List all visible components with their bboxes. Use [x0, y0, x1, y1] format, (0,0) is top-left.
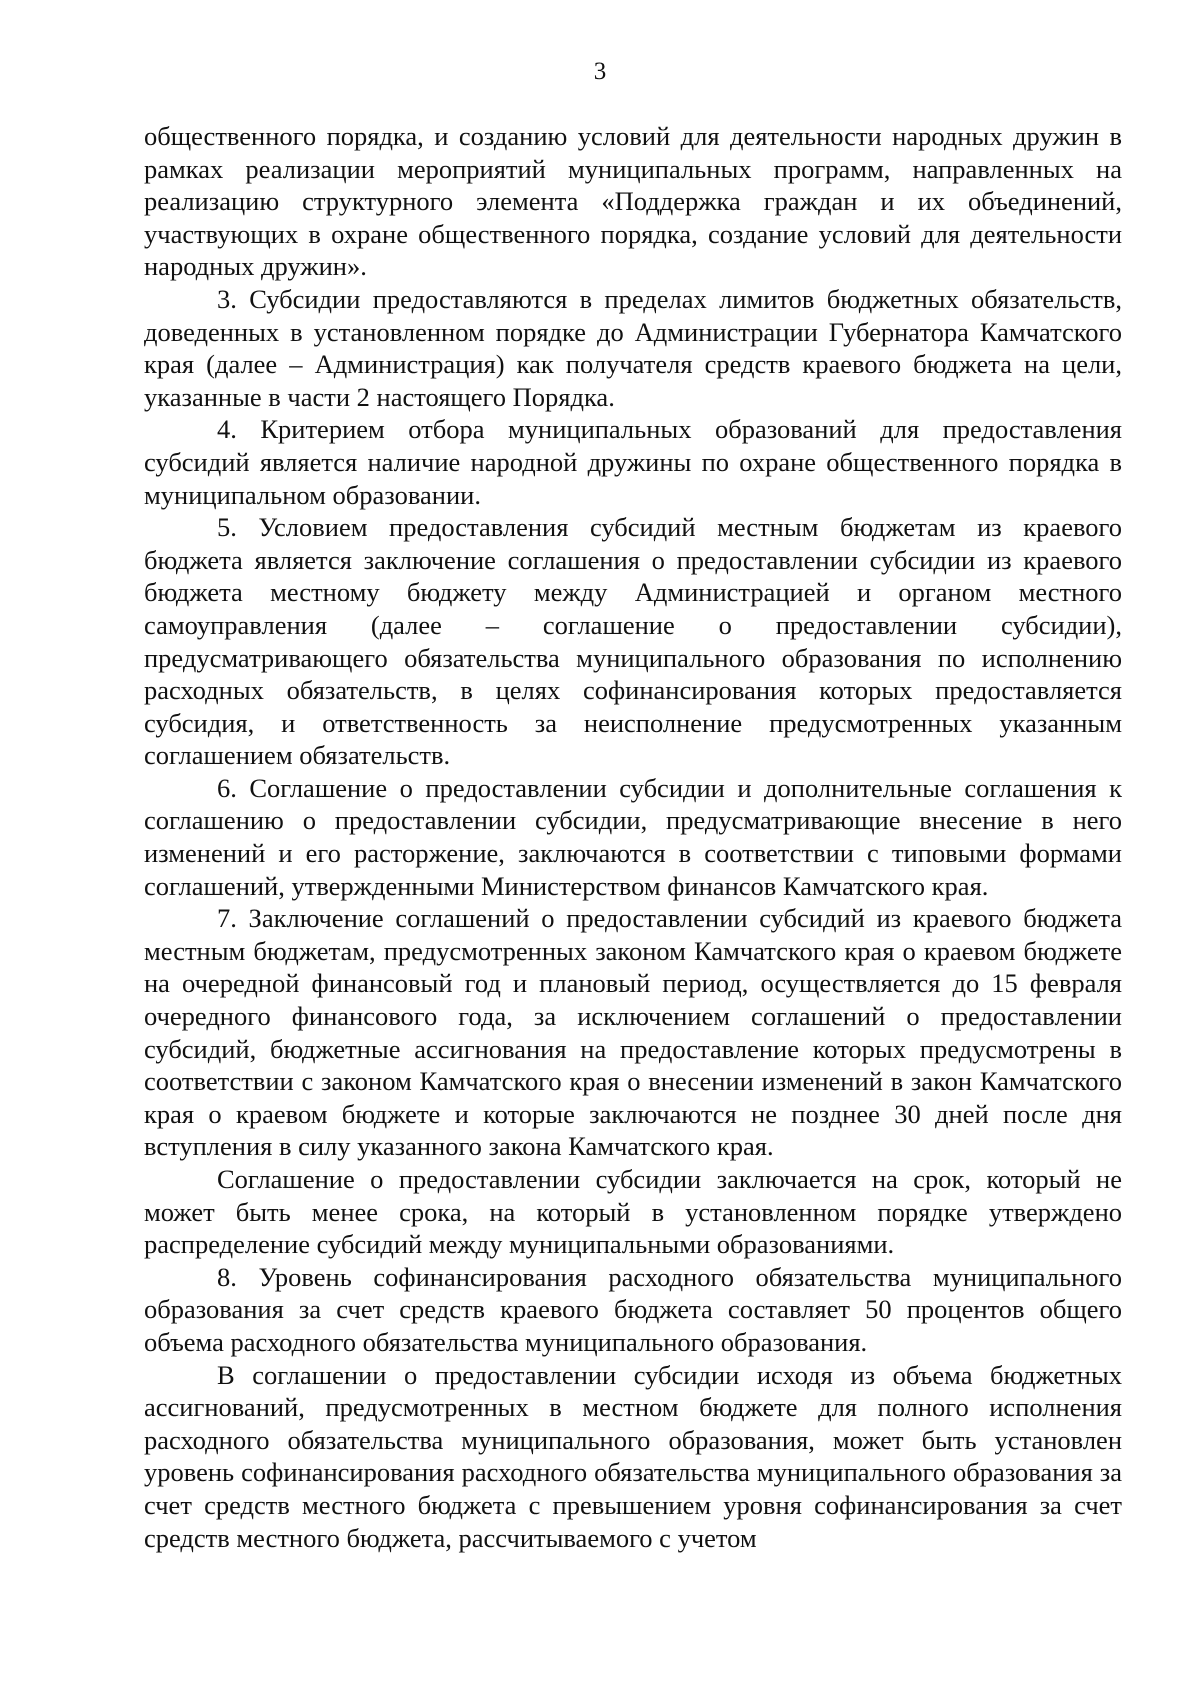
paragraph-7-agreement-term: Соглашение о предоставлении субсидии заключается на срок, который не может быть менее срока, на который в установленном порядке утверждено распределение субсидий между муниципальными образованиями.	[144, 1164, 1122, 1260]
paragraph-4: 4. Критерием отбора муниципальных образований для предоставления субсидий является наличие народной дружины по охране общественного порядка в муниципальном образовании.	[144, 414, 1122, 510]
paragraph-3: 3. Субсидии предоставляются в пределах лимитов бюджетных обязательств, доведенных в установленном порядке до Администрации Губернатора Камчатского края (далее – Администрация) как получателя средств краевого бюджета на цели, указанные в части 2 настоящего Порядка.	[144, 283, 1122, 412]
paragraph-7: 7. Заключение соглашений о предоставлении субсидий из краевого бюджета местным бюджетам, предусмотренных законом Камчатского края о краевом бюджете на очередной финансовый год и плановый период, осуществляется до 15 февраля очередного финансового года, за исключением соглашений о предоставлении субсидий, бюджетные ассигнования на предоставление которых предусмотрены в соответствии с законом Камчатского края о внесении изменений в закон Камчатского края о краевом бюджете и которые заключаются не позднее 30 дней после дня вступления в силу указанного закона Камчатского края.	[144, 903, 1122, 1162]
paragraph-8: 8. Уровень софинансирования расходного обязательства муниципального образования за счет средств краевого бюджета составляет 50 процентов общего объема расходного обязательства муниципального образования.	[144, 1261, 1122, 1357]
paragraph-8-cofinancing-level: В соглашении о предоставлении субсидии исходя из объема бюджетных ассигнований, предусмотренных в местном бюджете для полного исполнения расходного обязательства муниципального образования, может быть установлен уровень софинансирования расходного обязательства муниципального образования за счет средств местного бюджета с превышением уровня софинансирования за счет средств местного бюджета, рассчитываемого с учетом	[144, 1359, 1122, 1553]
paragraph-5: 5. Условием предоставления субсидий местным бюджетам из краевого бюджета является заключение соглашения о предоставлении субсидии из краевого бюджета местному бюджету между Администрацией и органом местного самоуправления (далее – соглашение о предоставлении субсидии), предусматривающего обязательства муниципального образования по исполнению расходных обязательств, в целях софинансирования которых предоставляется субсидия, и ответственность за неисполнение предусмотренных указанным соглашением обязательств.	[144, 512, 1122, 771]
paragraph-continuation: общественного порядка, и созданию условий для деятельности народных дружин в рамках реализации мероприятий муниципальных программ, направленных на реализацию структурного элемента «Поддержка граждан и их объединений, участвующих в охране общественного порядка, создание условий для деятельности народных дружин».	[144, 121, 1122, 282]
paragraph-6: 6. Соглашение о предоставлении субсидии и дополнительные соглашения к соглашению о предоставлении субсидии, предусматривающие внесение в него изменений и его расторжение, заключаются в соответствии с типовыми формами соглашений, утвержденными Министерством финансов Камчатского края.	[144, 772, 1122, 901]
page-number: 3	[593, 58, 607, 85]
document-body	[144, 120, 1122, 1554]
